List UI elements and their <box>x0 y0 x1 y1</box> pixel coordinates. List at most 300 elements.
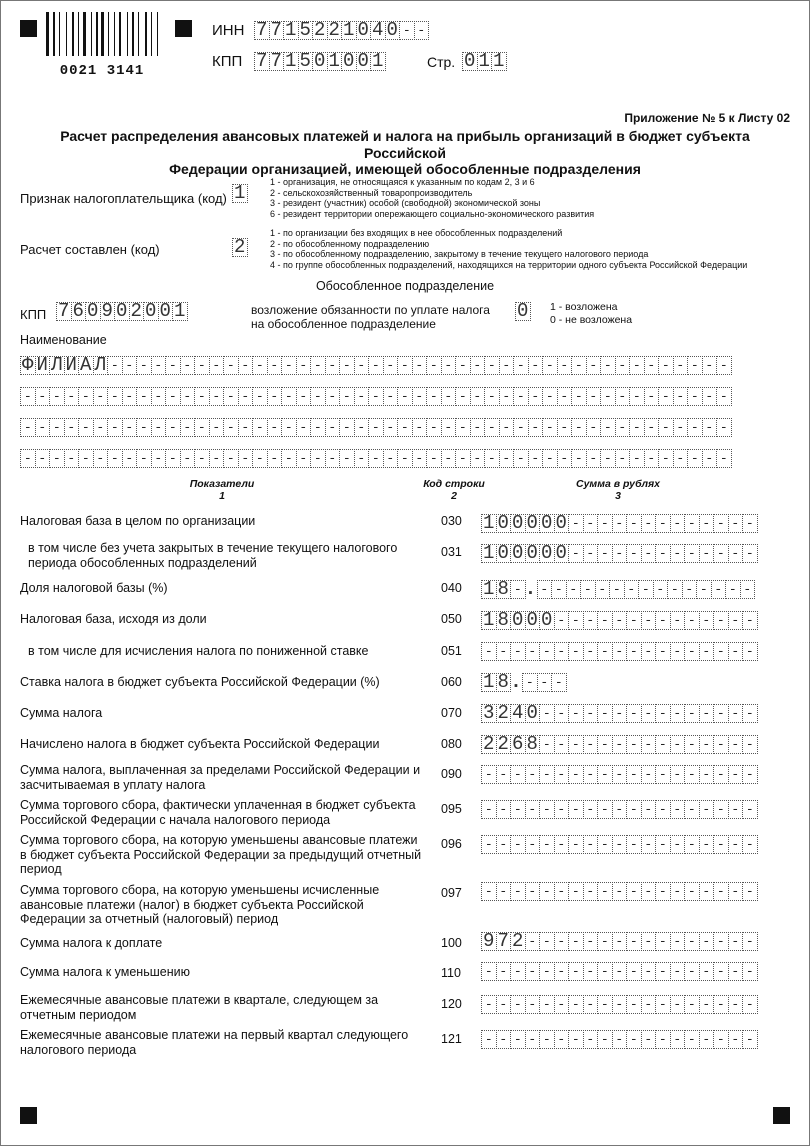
calc-option: 1 - по организации без входящих в нее обособленных подразделений <box>270 228 563 238</box>
char-cell: - <box>252 418 268 437</box>
char-cell: 8 <box>496 611 512 630</box>
page-cells[interactable] <box>462 52 506 71</box>
char-cell: - <box>281 356 297 375</box>
row-030-label: Налоговая база в целом по организации <box>20 514 256 528</box>
char-cell: - <box>626 704 642 723</box>
char-cell: 0 <box>158 302 174 321</box>
char-cell: - <box>702 418 718 437</box>
char-cell: - <box>670 1030 686 1049</box>
char-cell: - <box>496 642 512 661</box>
row-121-value[interactable] <box>481 1030 757 1049</box>
barcode-bar <box>59 12 60 56</box>
kpp-cells[interactable] <box>254 52 385 71</box>
char-cell: - <box>728 735 744 754</box>
char-cell: - <box>78 387 94 406</box>
char-cell: - <box>615 449 631 468</box>
char-cell: - <box>64 449 80 468</box>
char-cell: - <box>658 356 674 375</box>
char-cell: - <box>383 387 399 406</box>
char-cell: - <box>684 544 700 563</box>
char-cell: - <box>624 580 640 599</box>
char-cell: - <box>597 544 613 563</box>
char-cell: А <box>78 356 94 375</box>
barcode-bar <box>53 12 55 56</box>
char-cell: - <box>513 418 529 437</box>
char-cell: - <box>528 418 544 437</box>
row-110-value[interactable] <box>481 962 757 981</box>
char-cell: - <box>122 449 138 468</box>
char-cell: 6 <box>71 302 87 321</box>
char-cell: - <box>742 932 758 951</box>
char-cell: - <box>597 1030 613 1049</box>
char-cell: 9 <box>481 932 497 951</box>
char-cell: - <box>612 835 628 854</box>
char-cell: - <box>510 580 526 599</box>
char-cell: - <box>626 835 642 854</box>
char-cell: - <box>528 387 544 406</box>
char-cell: - <box>93 449 109 468</box>
char-cell: - <box>539 800 555 819</box>
barcode-bar <box>148 12 149 56</box>
char-cell: 6 <box>510 735 526 754</box>
taxpayer-code-cell[interactable] <box>232 184 247 203</box>
char-cell: - <box>441 418 457 437</box>
char-cell: - <box>713 882 729 901</box>
char-cell: - <box>641 611 657 630</box>
col-header-sum-title: Сумма в рублях <box>576 478 660 490</box>
char-cell: - <box>571 387 587 406</box>
char-cell: - <box>354 418 370 437</box>
char-cell: 0 <box>462 52 478 71</box>
row-095-value[interactable] <box>481 800 757 819</box>
char-cell: - <box>728 514 744 533</box>
char-cell: 5 <box>298 52 314 71</box>
char-cell: - <box>742 1030 758 1049</box>
char-cell: - <box>481 962 497 981</box>
corner-marker-top-right <box>175 20 192 37</box>
row-100-value[interactable] <box>481 932 757 951</box>
name-row-3[interactable] <box>20 418 731 437</box>
char-cell: - <box>325 356 341 375</box>
inn-cells[interactable] <box>254 21 428 40</box>
duty-cell[interactable] <box>515 302 530 321</box>
char-cell: 2 <box>129 302 145 321</box>
barcode-bar <box>80 12 81 56</box>
char-cell: - <box>728 611 744 630</box>
char-cell: - <box>528 356 544 375</box>
name-row-2[interactable] <box>20 387 731 406</box>
char-cell: - <box>716 418 732 437</box>
col-header-code-num: 2 <box>451 490 457 502</box>
char-cell: - <box>414 21 430 40</box>
row-050-value[interactable] <box>481 611 757 630</box>
char-cell: - <box>687 418 703 437</box>
subdivision-kpp-cells[interactable] <box>56 302 187 321</box>
char-cell: - <box>499 387 515 406</box>
row-095-code: 095 <box>441 802 462 816</box>
char-cell: - <box>107 387 123 406</box>
char-cell: - <box>658 449 674 468</box>
row-110-code: 110 <box>441 966 461 980</box>
char-cell: - <box>223 356 239 375</box>
char-cell: Ф <box>20 356 36 375</box>
char-cell: - <box>626 765 642 784</box>
char-cell: - <box>702 356 718 375</box>
char-cell: - <box>742 800 758 819</box>
subdivision-kpp-label: КПП <box>20 307 47 322</box>
char-cell: 0 <box>554 514 570 533</box>
char-cell: - <box>742 995 758 1014</box>
row-070-value[interactable] <box>481 704 757 723</box>
char-cell: - <box>151 449 167 468</box>
char-cell: - <box>20 387 36 406</box>
char-cell: - <box>557 356 573 375</box>
char-cell: - <box>728 765 744 784</box>
char-cell: - <box>510 835 526 854</box>
char-cell: 0 <box>539 514 555 533</box>
char-cell: - <box>223 418 239 437</box>
char-cell: - <box>655 800 671 819</box>
char-cell: - <box>600 449 616 468</box>
char-cell: - <box>655 962 671 981</box>
char-cell: - <box>554 735 570 754</box>
char-cell: - <box>368 418 384 437</box>
calc-code-cell[interactable] <box>232 238 247 257</box>
char-cell: - <box>513 449 529 468</box>
char-cell: - <box>600 356 616 375</box>
char-cell: - <box>612 932 628 951</box>
char-cell: - <box>412 356 428 375</box>
barcode-bars <box>46 12 158 56</box>
char-cell: - <box>629 356 645 375</box>
char-cell: - <box>641 882 657 901</box>
calc-option: 2 - по обособленному подразделению <box>270 238 430 249</box>
char-cell: - <box>510 800 526 819</box>
row-097-value[interactable] <box>481 882 757 901</box>
row-040-code: 040 <box>441 581 462 595</box>
char-cell: - <box>641 1030 657 1049</box>
char-cell: - <box>484 449 500 468</box>
barcode-bar <box>114 12 115 56</box>
char-cell: - <box>684 800 700 819</box>
char-cell: - <box>554 932 570 951</box>
char-cell: - <box>238 356 254 375</box>
char-cell: - <box>455 387 471 406</box>
char-cell: - <box>209 418 225 437</box>
row-030-code: 030 <box>441 514 462 528</box>
char-cell: - <box>612 1030 628 1049</box>
char-cell: - <box>484 418 500 437</box>
row-030-value[interactable] <box>481 514 757 533</box>
char-cell: - <box>583 800 599 819</box>
char-cell: - <box>655 704 671 723</box>
char-cell: - <box>626 642 642 661</box>
row-110-label: Сумма налога к уменьшению <box>20 965 190 979</box>
char-cell: - <box>713 611 729 630</box>
char-cell: И <box>35 356 51 375</box>
char-cell: - <box>609 580 625 599</box>
taxpayer-option: 2 - сельскохозяйственный товаропроизводитель <box>270 187 473 198</box>
form-title-line2: Федерации организацией, имеющей обособленные подразделения <box>169 161 641 177</box>
char-cell: - <box>612 962 628 981</box>
char-cell: 4 <box>510 704 526 723</box>
row-120-value[interactable] <box>481 995 757 1014</box>
row-090-code: 090 <box>441 767 462 781</box>
char-cell: 8 <box>525 735 541 754</box>
char-cell: - <box>641 932 657 951</box>
char-cell: - <box>612 642 628 661</box>
char-cell: - <box>568 611 584 630</box>
barcode-bar <box>136 12 137 56</box>
char-cell: - <box>641 514 657 533</box>
char-cell: - <box>238 449 254 468</box>
char-cell: - <box>713 514 729 533</box>
char-cell: - <box>510 642 526 661</box>
char-cell: - <box>122 418 138 437</box>
char-cell: И <box>64 356 80 375</box>
row-096-label: Сумма торгового сбора, на которую уменьшены авансовые платежи в бюджет субъекта Российской Федерации за предыдущий отчетный период <box>20 833 422 876</box>
char-cell: - <box>426 449 442 468</box>
char-cell: - <box>597 835 613 854</box>
char-cell: - <box>713 995 729 1014</box>
char-cell: - <box>728 835 744 854</box>
char-cell: - <box>525 835 541 854</box>
char-cell: - <box>281 418 297 437</box>
char-cell: - <box>513 387 529 406</box>
char-cell: - <box>354 449 370 468</box>
char-cell: - <box>470 387 486 406</box>
char-cell: - <box>571 449 587 468</box>
char-cell: - <box>525 932 541 951</box>
char-cell: - <box>626 514 642 533</box>
char-cell: 0 <box>143 302 159 321</box>
char-cell: - <box>568 765 584 784</box>
calc-option: 3 - по обособленному подразделению, закрытому в течение текущего налогового периода <box>270 249 649 259</box>
char-cell: - <box>711 580 727 599</box>
row-096-value[interactable] <box>481 835 757 854</box>
char-cell: 9 <box>100 302 116 321</box>
char-cell: - <box>713 544 729 563</box>
char-cell: - <box>455 418 471 437</box>
char-cell: - <box>470 356 486 375</box>
char-cell: - <box>600 387 616 406</box>
char-cell: - <box>626 544 642 563</box>
duty-option-1: 1 - возложена <box>550 301 618 313</box>
char-cell: - <box>136 418 152 437</box>
char-cell: - <box>655 1030 671 1049</box>
char-cell: - <box>725 580 741 599</box>
char-cell: - <box>539 704 555 723</box>
char-cell: - <box>568 995 584 1014</box>
corner-marker-bottom-left <box>20 1107 37 1124</box>
char-cell: - <box>542 387 558 406</box>
char-cell: - <box>742 735 758 754</box>
form-title <box>20 128 790 178</box>
char-cell: - <box>397 387 413 406</box>
char-cell: - <box>655 932 671 951</box>
row-120-code: 120 <box>441 997 462 1011</box>
char-cell: - <box>354 356 370 375</box>
char-cell: - <box>496 765 512 784</box>
char-cell: - <box>481 1030 497 1049</box>
char-cell: - <box>510 962 526 981</box>
char-cell: - <box>658 387 674 406</box>
char-cell: - <box>499 418 515 437</box>
char-cell: - <box>684 642 700 661</box>
char-cell: - <box>612 514 628 533</box>
char-cell: - <box>539 962 555 981</box>
char-cell: - <box>583 735 599 754</box>
row-060-value[interactable] <box>481 673 566 692</box>
char-cell: - <box>64 387 80 406</box>
char-cell: - <box>612 765 628 784</box>
col-header-code-title: Код строки <box>423 478 485 490</box>
char-cell: - <box>354 387 370 406</box>
char-cell: - <box>699 765 715 784</box>
char-cell: - <box>716 449 732 468</box>
char-cell: - <box>481 800 497 819</box>
row-080-value[interactable] <box>481 735 757 754</box>
row-100-label: Сумма налога к доплате <box>20 936 163 950</box>
row-090-value[interactable] <box>481 765 757 784</box>
char-cell: - <box>554 765 570 784</box>
char-cell: - <box>383 418 399 437</box>
barcode-bar <box>66 12 67 56</box>
char-cell: 2 <box>481 735 497 754</box>
char-cell: - <box>510 882 526 901</box>
char-cell: - <box>702 449 718 468</box>
row-060-label: Ставка налога в бюджет субъекта Российской Федерации (%) <box>20 675 380 689</box>
char-cell: - <box>615 418 631 437</box>
taxpayer-options <box>270 177 594 219</box>
char-cell: 1 <box>283 21 299 40</box>
char-cell: - <box>78 449 94 468</box>
char-cell: - <box>554 800 570 819</box>
char-cell: - <box>49 387 65 406</box>
char-cell: - <box>107 356 123 375</box>
name-row-1[interactable] <box>20 356 731 375</box>
char-cell: - <box>670 835 686 854</box>
row-051-value[interactable] <box>481 642 757 661</box>
char-cell: - <box>267 356 283 375</box>
char-cell: - <box>612 704 628 723</box>
char-cell: - <box>539 735 555 754</box>
char-cell: - <box>742 882 758 901</box>
char-cell: - <box>713 800 729 819</box>
char-cell: - <box>670 735 686 754</box>
char-cell: 3 <box>481 704 497 723</box>
char-cell: 1 <box>481 673 497 692</box>
char-cell: 7 <box>56 302 72 321</box>
char-cell: Л <box>93 356 109 375</box>
char-cell: - <box>568 704 584 723</box>
char-cell: 0 <box>510 514 526 533</box>
row-031-value[interactable] <box>481 544 757 563</box>
char-cell: - <box>136 387 152 406</box>
barcode-bar <box>83 12 86 56</box>
char-cell: - <box>554 882 570 901</box>
char-cell: - <box>281 387 297 406</box>
char-cell: 4 <box>370 21 386 40</box>
char-cell: 0 <box>525 611 541 630</box>
row-051-label: в том числе для исчисления налога по пониженной ставке <box>28 644 369 658</box>
char-cell: - <box>525 882 541 901</box>
char-cell: - <box>684 514 700 533</box>
char-cell: - <box>194 449 210 468</box>
char-cell: 2 <box>232 238 248 257</box>
char-cell: - <box>583 611 599 630</box>
char-cell: - <box>667 580 683 599</box>
barcode-bar <box>132 12 134 56</box>
barcode-bar <box>123 12 126 56</box>
char-cell: - <box>107 418 123 437</box>
char-cell: - <box>267 387 283 406</box>
char-cell: - <box>626 962 642 981</box>
char-cell: 7 <box>269 21 285 40</box>
char-cell: 0 <box>114 302 130 321</box>
char-cell: - <box>597 800 613 819</box>
char-cell: - <box>615 356 631 375</box>
char-cell: - <box>64 418 80 437</box>
char-cell: - <box>539 765 555 784</box>
row-050-code: 050 <box>441 612 462 626</box>
char-cell: - <box>597 642 613 661</box>
char-cell: - <box>586 387 602 406</box>
char-cell: - <box>496 962 512 981</box>
char-cell: - <box>339 418 355 437</box>
char-cell: - <box>580 580 596 599</box>
char-cell: - <box>368 356 384 375</box>
char-cell: - <box>252 449 268 468</box>
char-cell: 0 <box>525 544 541 563</box>
char-cell: - <box>644 449 660 468</box>
row-040-label: Доля налоговой базы (%) <box>20 581 168 595</box>
char-cell: 1 <box>341 21 357 40</box>
char-cell: - <box>566 580 582 599</box>
char-cell: - <box>684 735 700 754</box>
char-cell: - <box>742 704 758 723</box>
row-051-code: 051 <box>441 644 462 658</box>
char-cell: 0 <box>85 302 101 321</box>
char-cell: - <box>586 449 602 468</box>
char-cell: - <box>510 1030 526 1049</box>
row-031-code: 031 <box>441 545 462 559</box>
char-cell: - <box>539 642 555 661</box>
char-cell: - <box>728 1030 744 1049</box>
char-cell: - <box>728 544 744 563</box>
char-cell: - <box>296 387 312 406</box>
char-cell: - <box>238 387 254 406</box>
form-title-line1: Расчет распределения авансовых платежей и налога на прибыль организаций в бюджет субъекта Российской <box>60 128 750 161</box>
row-040-value[interactable] <box>481 580 754 599</box>
char-cell: - <box>641 544 657 563</box>
char-cell: - <box>699 704 715 723</box>
name-row-4[interactable] <box>20 449 731 468</box>
char-cell: - <box>554 642 570 661</box>
char-cell: - <box>615 387 631 406</box>
char-cell: - <box>339 356 355 375</box>
char-cell: - <box>612 544 628 563</box>
char-cell: - <box>568 882 584 901</box>
char-cell: - <box>728 642 744 661</box>
char-cell: - <box>412 418 428 437</box>
barcode-bar <box>117 12 118 56</box>
barcode <box>46 12 158 79</box>
row-080-label: Начислено налога в бюджет субъекта Российской Федерации <box>20 737 380 751</box>
char-cell: - <box>597 704 613 723</box>
char-cell: - <box>626 882 642 901</box>
barcode-bar <box>72 12 74 56</box>
